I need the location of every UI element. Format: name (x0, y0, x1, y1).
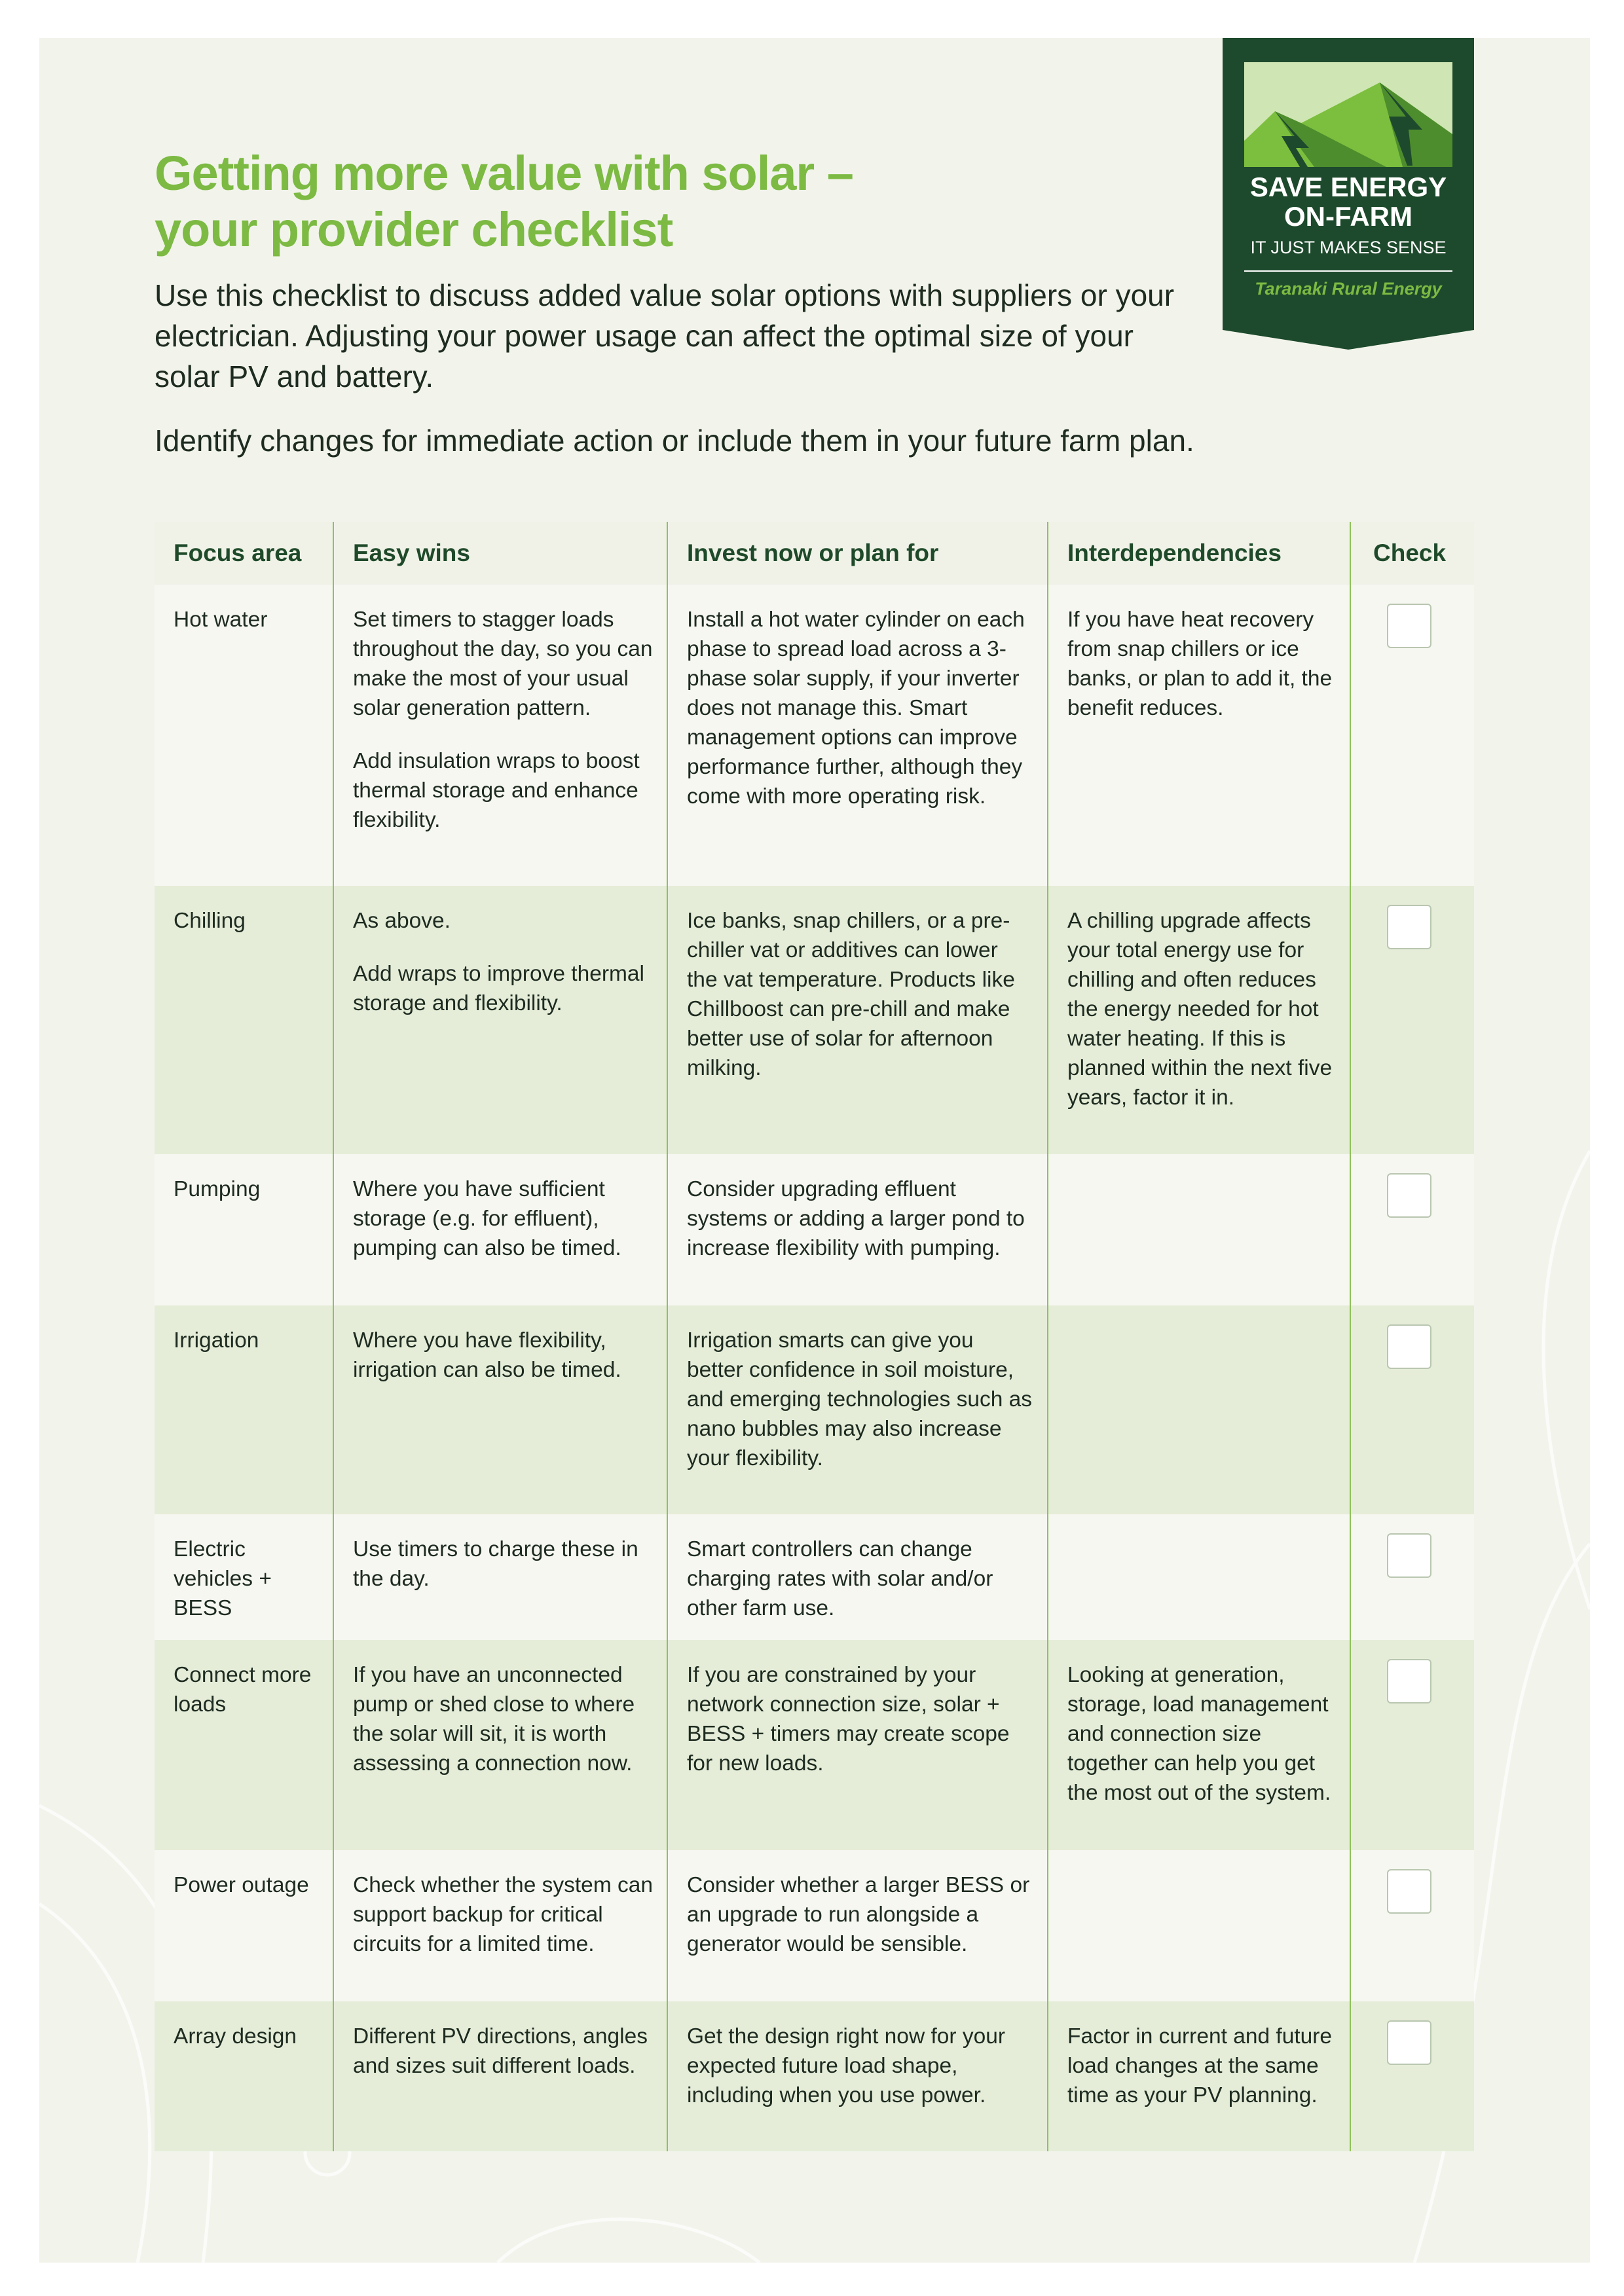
logo-tagline: IT JUST MAKES SENSE (1250, 238, 1447, 257)
check-cell (1350, 2001, 1474, 2151)
easy-wins-cell (333, 1514, 667, 1640)
interdependencies-cell: Looking at generation, storage, load management and connection size together can help you get the most out of the system. (1048, 1640, 1350, 1850)
interdependencies-cell: Factor in current and future load changes at the same time as your PV planning. (1048, 2001, 1350, 2151)
table-row (155, 1514, 1474, 1640)
invest-cell: Consider whether a larger BESS or an upgrade to run alongside a generator would be sensible. (667, 1850, 1048, 2001)
header-interdependencies: Interdependencies (1048, 522, 1350, 585)
easy-win-paragraph: Use timers to charge these in the day. (353, 1537, 638, 1591)
focus-area-cell: Irrigation (155, 1305, 333, 1514)
table-row (155, 585, 1474, 886)
table-row (155, 1850, 1474, 2001)
checkbox[interactable] (1387, 604, 1431, 648)
header-easy-wins: Easy wins (333, 522, 667, 585)
interdependencies-cell (1048, 1305, 1350, 1514)
easy-win-paragraph: Add wraps to improve thermal storage and flexibility. (353, 962, 644, 1015)
intro-text-2: Identify changes for immediate action or include them in your future farm plan. (155, 424, 1194, 458)
easy-win-paragraph: Where you have sufficient storage (e.g. for effluent), pumping can also be timed. (353, 1177, 621, 1260)
table-row (155, 1640, 1474, 1850)
invest-cell: If you are constrained by your network connection size, solar + BESS + timers may create scope for new loads. (667, 1640, 1048, 1850)
interdependencies-cell (1048, 1850, 1350, 2001)
header-invest: Invest now or plan for (667, 522, 1048, 585)
check-cell (1350, 1640, 1474, 1850)
check-cell (1350, 1305, 1474, 1514)
easy-wins-cell (333, 1154, 667, 1305)
title-line-2: your provider checklist (155, 202, 673, 257)
easy-win-paragraph: As above. (353, 909, 451, 933)
checklist-table (155, 522, 1474, 2151)
checkbox[interactable] (1387, 1659, 1431, 1704)
focus-area-cell: Array design (155, 2001, 333, 2151)
easy-win-paragraph: Check whether the system can support backup for critical circuits for a limited time. (353, 1873, 654, 1956)
interdependencies-cell: A chilling upgrade affects your total energy use for chilling and often reduces the energy needed for hot water heating. If this is planned within the next five years, factor it in. (1048, 886, 1350, 1154)
check-cell (1350, 1850, 1474, 2001)
interdependencies-cell: If you have heat recovery from snap chillers or ice banks, or plan to add it, the benefit reduces. (1048, 585, 1350, 886)
table-row (155, 1154, 1474, 1305)
checkbox[interactable] (1387, 1533, 1431, 1578)
page-title (155, 145, 853, 258)
easy-wins-cell (333, 1640, 667, 1850)
intro-text: Use this checklist to discuss added value solar options with suppliers or your electrician. Adjusting your power usage can affect the optimal size of your solar PV and battery. (155, 278, 1175, 393)
checkbox[interactable] (1387, 1324, 1431, 1369)
easy-win-paragraph: Different PV directions, angles and sizes suit different loads. (353, 2024, 648, 2078)
header-focus-area: Focus area (155, 522, 333, 585)
logo-title: SAVE ENERGY (1249, 172, 1447, 202)
focus-area-cell: Electric vehicles + BESS (155, 1514, 333, 1640)
easy-wins-cell (333, 886, 667, 1154)
table-header (155, 522, 1474, 585)
table-row (155, 886, 1474, 1154)
brand-logo (1223, 38, 1474, 350)
title-line-1: Getting more value with solar – (155, 146, 853, 200)
easy-win-paragraph: Set timers to stagger loads throughout the day, so you can make the most of your usual solar generation pattern. (353, 608, 653, 720)
invest-cell: Consider upgrading effluent systems or adding a larger pond to increase flexibility with pumping. (667, 1154, 1048, 1305)
focus-area-cell: Power outage (155, 1850, 333, 2001)
invest-cell: Get the design right now for your expected future load shape, including when you use power. (667, 2001, 1048, 2151)
interdependencies-cell (1048, 1514, 1350, 1640)
checkbox[interactable] (1387, 2020, 1431, 2065)
interdependencies-cell (1048, 1154, 1350, 1305)
check-cell (1350, 1514, 1474, 1640)
invest-cell: Smart controllers can change charging rates with solar and/or other farm use. (667, 1514, 1048, 1640)
logo-org: Taranaki Rural Energy (1255, 279, 1442, 299)
focus-area-cell: Hot water (155, 585, 333, 886)
easy-win-paragraph: Add insulation wraps to boost thermal storage and enhance flexibility. (353, 749, 640, 832)
logo-subtitle: ON-FARM (1284, 201, 1412, 232)
check-cell (1350, 585, 1474, 886)
table-row (155, 1305, 1474, 1514)
easy-wins-cell (333, 2001, 667, 2151)
focus-area-cell: Connect more loads (155, 1640, 333, 1850)
table-row (155, 2001, 1474, 2151)
invest-cell: Install a hot water cylinder on each phase to spread load across a 3-phase solar supply, if your inverter does not manage this. Smart management options can improve performance further, although they come with more operating risk. (667, 585, 1048, 886)
focus-area-cell: Chilling (155, 886, 333, 1154)
easy-win-paragraph: If you have an unconnected pump or shed close to where the solar will sit, it is worth assessing a connection now. (353, 1663, 635, 1776)
checkbox[interactable] (1387, 905, 1431, 949)
check-cell (1350, 886, 1474, 1154)
easy-wins-cell (333, 1305, 667, 1514)
easy-wins-cell (333, 1850, 667, 2001)
focus-area-cell: Pumping (155, 1154, 333, 1305)
easy-wins-cell (333, 585, 667, 886)
invest-cell: Irrigation smarts can give you better confidence in soil moisture, and emerging technologies such as nano bubbles may also increase your flexibility. (667, 1305, 1048, 1514)
checkbox[interactable] (1387, 1869, 1431, 1914)
invest-cell: Ice banks, snap chillers, or a pre-chiller vat or additives can lower the vat temperature. Products like Chillboost can pre-chill and make better use of solar for afternoon milking. (667, 886, 1048, 1154)
check-cell (1350, 1154, 1474, 1305)
header-check: Check (1350, 522, 1474, 585)
easy-win-paragraph: Where you have flexibility, irrigation can also be timed. (353, 1328, 621, 1382)
checkbox[interactable] (1387, 1173, 1431, 1218)
